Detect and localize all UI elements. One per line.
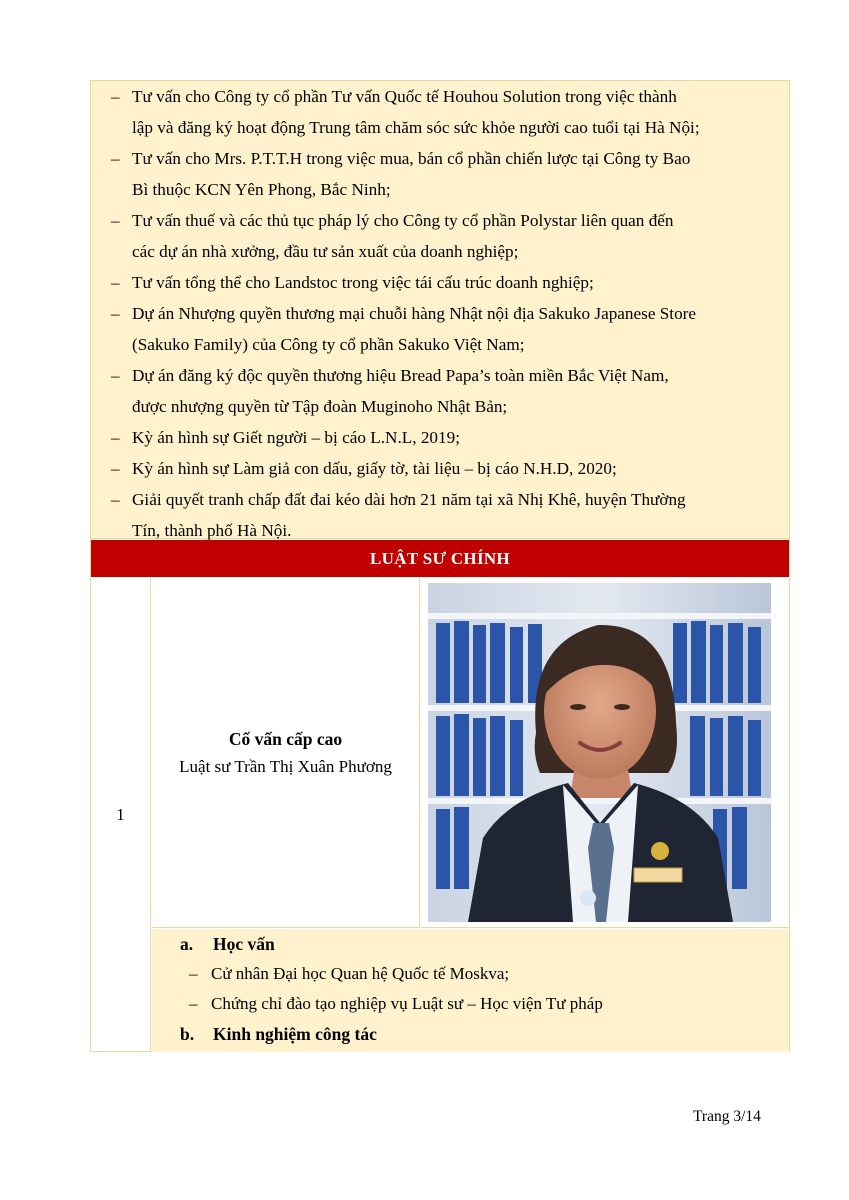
education-item: Cử nhân Đại học Quan hệ Quốc tế Moskva; xyxy=(211,964,510,983)
line: Tư vấn cho Công ty cổ phần Tư vấn Quốc tế Houhou Solution trong việc thành xyxy=(132,87,677,106)
dash-bullet: – xyxy=(111,428,120,447)
list-item xyxy=(91,422,791,453)
line: các dự án nhà xưởng, đầu tư sản xuất của doanh nghiệp; xyxy=(132,242,519,261)
lawyer-portrait-photo xyxy=(428,583,771,922)
dash-bullet: – xyxy=(111,459,120,478)
list-item xyxy=(91,267,791,298)
line: Kỳ án hình sự Làm giả con dấu, giấy tờ, tài liệu – bị cáo N.H.D, 2020; xyxy=(132,459,617,478)
details-cell xyxy=(152,929,789,1052)
experience-label: b. xyxy=(180,1024,195,1044)
page-number: Trang 3/14 xyxy=(693,1108,761,1125)
line: Kỳ án hình sự Giết người – bị cáo L.N.L, 2019; xyxy=(132,428,460,447)
line: (Sakuko Family) của Công ty cổ phần Sakuko Việt Nam; xyxy=(132,335,525,354)
line: được nhượng quyền từ Tập đoàn Muginoho Nhật Bản; xyxy=(132,397,508,416)
dash-bullet: – xyxy=(111,149,120,168)
list-item xyxy=(91,143,791,205)
line: Tư vấn thuế và các thủ tục pháp lý cho Công ty cổ phần Polystar liên quan đến xyxy=(132,211,674,230)
list-item xyxy=(91,360,791,422)
list-item xyxy=(91,81,791,143)
education-title: Học vấn xyxy=(213,934,275,954)
dash-bullet: – xyxy=(111,87,120,106)
experience-title: Kinh nghiệm công tác xyxy=(213,1024,377,1044)
education-label: a. xyxy=(180,934,194,954)
lawyer-role: Cố vấn cấp cao xyxy=(228,728,343,749)
list-item xyxy=(91,205,791,267)
line: Dự án đăng ký độc quyền thương hiệu Bread Papa’s toàn miền Bắc Việt Nam, xyxy=(132,366,669,385)
dash-bullet: – xyxy=(111,211,120,230)
section-header: LUẬT SƯ CHÍNH xyxy=(91,540,789,577)
line: Tư vấn tổng thể cho Landstoc trong việc tái cấu trúc doanh nghiệp; xyxy=(132,273,594,292)
row-number: 1 xyxy=(91,578,151,1052)
dash-bullet: – xyxy=(189,994,198,1013)
dash-bullet: – xyxy=(111,490,120,509)
education-item: Chứng chỉ đào tạo nghiệp vụ Luật sư – Học viện Tư pháp xyxy=(211,994,603,1013)
lawyer-name-cell xyxy=(152,578,420,928)
line: Tín, thành phố Hà Nội. xyxy=(132,521,292,540)
dash-bullet: – xyxy=(111,366,120,385)
line: Bì thuộc KCN Yên Phong, Bắc Ninh; xyxy=(132,180,391,199)
line: Giải quyết tranh chấp đất đai kéo dài hơn 21 năm tại xã Nhị Khê, huyện Thường xyxy=(132,490,686,509)
dash-bullet: – xyxy=(189,964,198,983)
line: lập và đăng ký hoạt động Trung tâm chăm sóc sức khỏe người cao tuổi tại Hà Nội; xyxy=(132,118,700,137)
dash-bullet: – xyxy=(111,273,120,292)
list-item xyxy=(91,453,791,484)
lawyer-name: Luật sư Trần Thị Xuân Phương xyxy=(179,756,392,776)
line: Dự án Nhượng quyền thương mại chuỗi hàng Nhật nội địa Sakuko Japanese Store xyxy=(132,304,697,323)
line: Tư vấn cho Mrs. P.T.T.H trong việc mua, bán cổ phần chiến lược tại Công ty Bao xyxy=(132,149,691,168)
list-item xyxy=(91,484,791,546)
projects-cell xyxy=(90,80,790,539)
dash-bullet: – xyxy=(111,304,120,323)
list-item xyxy=(91,298,791,360)
